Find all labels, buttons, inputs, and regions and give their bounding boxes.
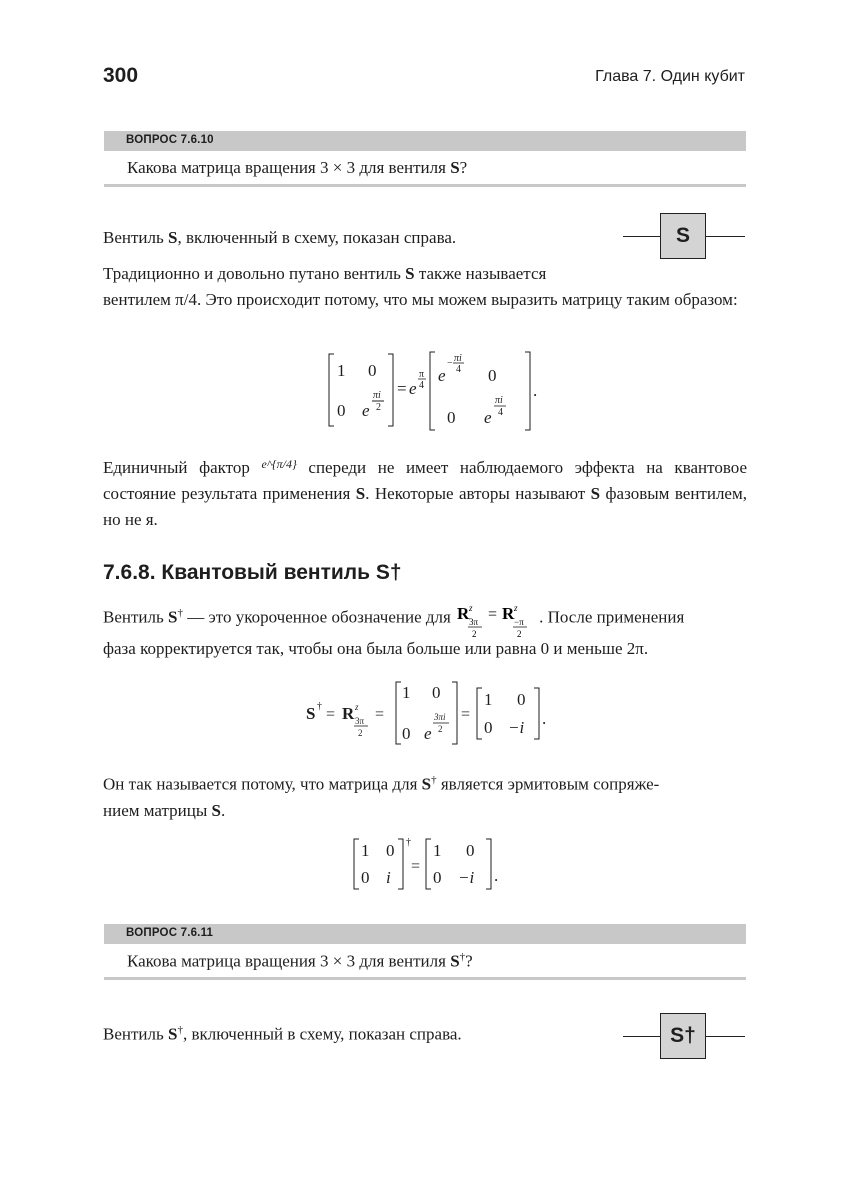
svg-text:e: e	[484, 408, 492, 427]
svg-text:z: z	[514, 602, 518, 613]
inline-rotation-formula	[455, 602, 539, 639]
paragraph-unit-factor: Единичный фактор $^{e\^{}\{\pi/4\}}$ спереди не имеет наблюдаемого эффекта на квантовое состояние результата применения S. Некоторые авторы называют S фазовым вентилем, но не я.	[103, 457, 748, 529]
svg-text:R: R	[342, 704, 355, 723]
svg-text:1: 1	[484, 690, 493, 709]
svg-text:e: e	[409, 379, 417, 398]
svg-text:0: 0	[361, 868, 370, 887]
question-label-2: ВОПРОС 7.6.11	[126, 927, 214, 939]
gate-s-dagger-caption: Вентиль S†, включенный в схему, показан справа.	[103, 1024, 462, 1044]
paragraph-traditional: Традиционно и довольно путано вентиль S также называется вентилем π/4. Это происходит потому, что мы можем выразить матрицу таким образом:	[103, 264, 738, 309]
equation-1	[320, 348, 540, 443]
svg-text:=: =	[488, 605, 498, 623]
svg-text:R: R	[457, 603, 470, 623]
svg-text:0: 0	[432, 683, 441, 702]
svg-text:πi: πi	[495, 395, 503, 406]
question-rule	[104, 184, 746, 187]
svg-text:0: 0	[466, 841, 475, 860]
gate-symbol: S	[450, 158, 460, 177]
svg-text:−: −	[447, 358, 453, 369]
svg-text:0: 0	[337, 401, 346, 420]
svg-text:2: 2	[376, 402, 381, 413]
svg-text:0: 0	[433, 868, 442, 887]
svg-text:R: R	[502, 603, 515, 623]
gate-s-box: S	[660, 213, 706, 259]
svg-text:.: .	[542, 709, 547, 728]
svg-text:0: 0	[447, 408, 456, 427]
svg-text:−i: −i	[508, 718, 525, 737]
svg-text:S: S	[306, 704, 316, 723]
svg-text:4: 4	[419, 380, 424, 391]
question-text: Какова матрица вращения 3 × 3 для вентиля S?	[127, 158, 468, 177]
question-bar-2	[104, 924, 746, 944]
paragraph-s-dagger: Вентиль S† — это укороченное обозначение для R z 3π 2 = R z −π 2 . После применения	[103, 602, 685, 639]
section-title: 7.6.8. Квантовый вентиль S†	[103, 561, 402, 584]
equation-2	[304, 676, 554, 755]
svg-text:†: †	[317, 701, 322, 712]
svg-text:1: 1	[337, 361, 346, 380]
question-text-2: Какова матрица вращения 3 × 3 для вентиля S†?	[127, 951, 473, 971]
svg-text:=: =	[411, 858, 421, 875]
svg-text:−π: −π	[514, 616, 524, 627]
svg-text:0: 0	[517, 690, 526, 709]
svg-text:4: 4	[456, 364, 461, 375]
svg-text:z: z	[355, 702, 359, 712]
svg-text:=: =	[326, 706, 336, 723]
svg-text:e: e	[438, 366, 446, 385]
svg-text:0: 0	[386, 841, 395, 860]
svg-text:4: 4	[498, 407, 503, 418]
svg-text:=: =	[461, 706, 471, 723]
svg-text:πi: πi	[454, 353, 462, 364]
svg-text:3πi: 3πi	[434, 712, 446, 722]
svg-text:2: 2	[358, 728, 363, 738]
svg-text:2: 2	[472, 628, 477, 639]
gate-s-dagger-box: S†	[660, 1013, 706, 1059]
svg-text:−i: −i	[458, 868, 475, 887]
svg-text:π: π	[419, 369, 425, 380]
svg-text:2: 2	[438, 724, 443, 734]
paragraph-hermitian: Он так называется потому, что матрица для S† является эрмитовым сопряже- нием матрицы S.	[103, 774, 660, 820]
svg-text:0: 0	[484, 718, 493, 737]
question-rule-2	[104, 977, 746, 980]
svg-text:†: †	[406, 837, 411, 848]
svg-text:.: .	[533, 381, 538, 400]
svg-text:3π: 3π	[469, 616, 479, 627]
svg-text:0: 0	[402, 724, 411, 743]
svg-text:.: .	[494, 866, 499, 885]
svg-text:3π: 3π	[355, 716, 365, 726]
svg-text:e: e	[362, 401, 370, 420]
svg-text:i: i	[386, 868, 391, 887]
svg-text:=: =	[397, 379, 407, 398]
question-bar	[104, 131, 746, 151]
page-number: 300	[103, 64, 139, 87]
svg-text:z: z	[469, 602, 473, 613]
running-header: Глава 7. Один кубит	[595, 68, 745, 85]
svg-text:0: 0	[488, 366, 497, 385]
paragraph-s-dagger-line2: фаза корректируется так, чтобы она была больше или равна 0 и меньше 2π.	[103, 639, 649, 658]
svg-text:1: 1	[361, 841, 370, 860]
svg-text:πi: πi	[373, 390, 381, 401]
svg-text:=: =	[375, 706, 385, 723]
equation-3	[348, 833, 508, 898]
question-label: ВОПРОС 7.6.10	[126, 134, 214, 146]
svg-text:1: 1	[433, 841, 442, 860]
svg-text:1: 1	[402, 683, 411, 702]
gate-s-caption: Вентиль S, включенный в схему, показан справа.	[103, 228, 457, 247]
svg-text:e: e	[424, 724, 432, 743]
svg-text:0: 0	[368, 361, 377, 380]
svg-text:2: 2	[517, 628, 522, 639]
